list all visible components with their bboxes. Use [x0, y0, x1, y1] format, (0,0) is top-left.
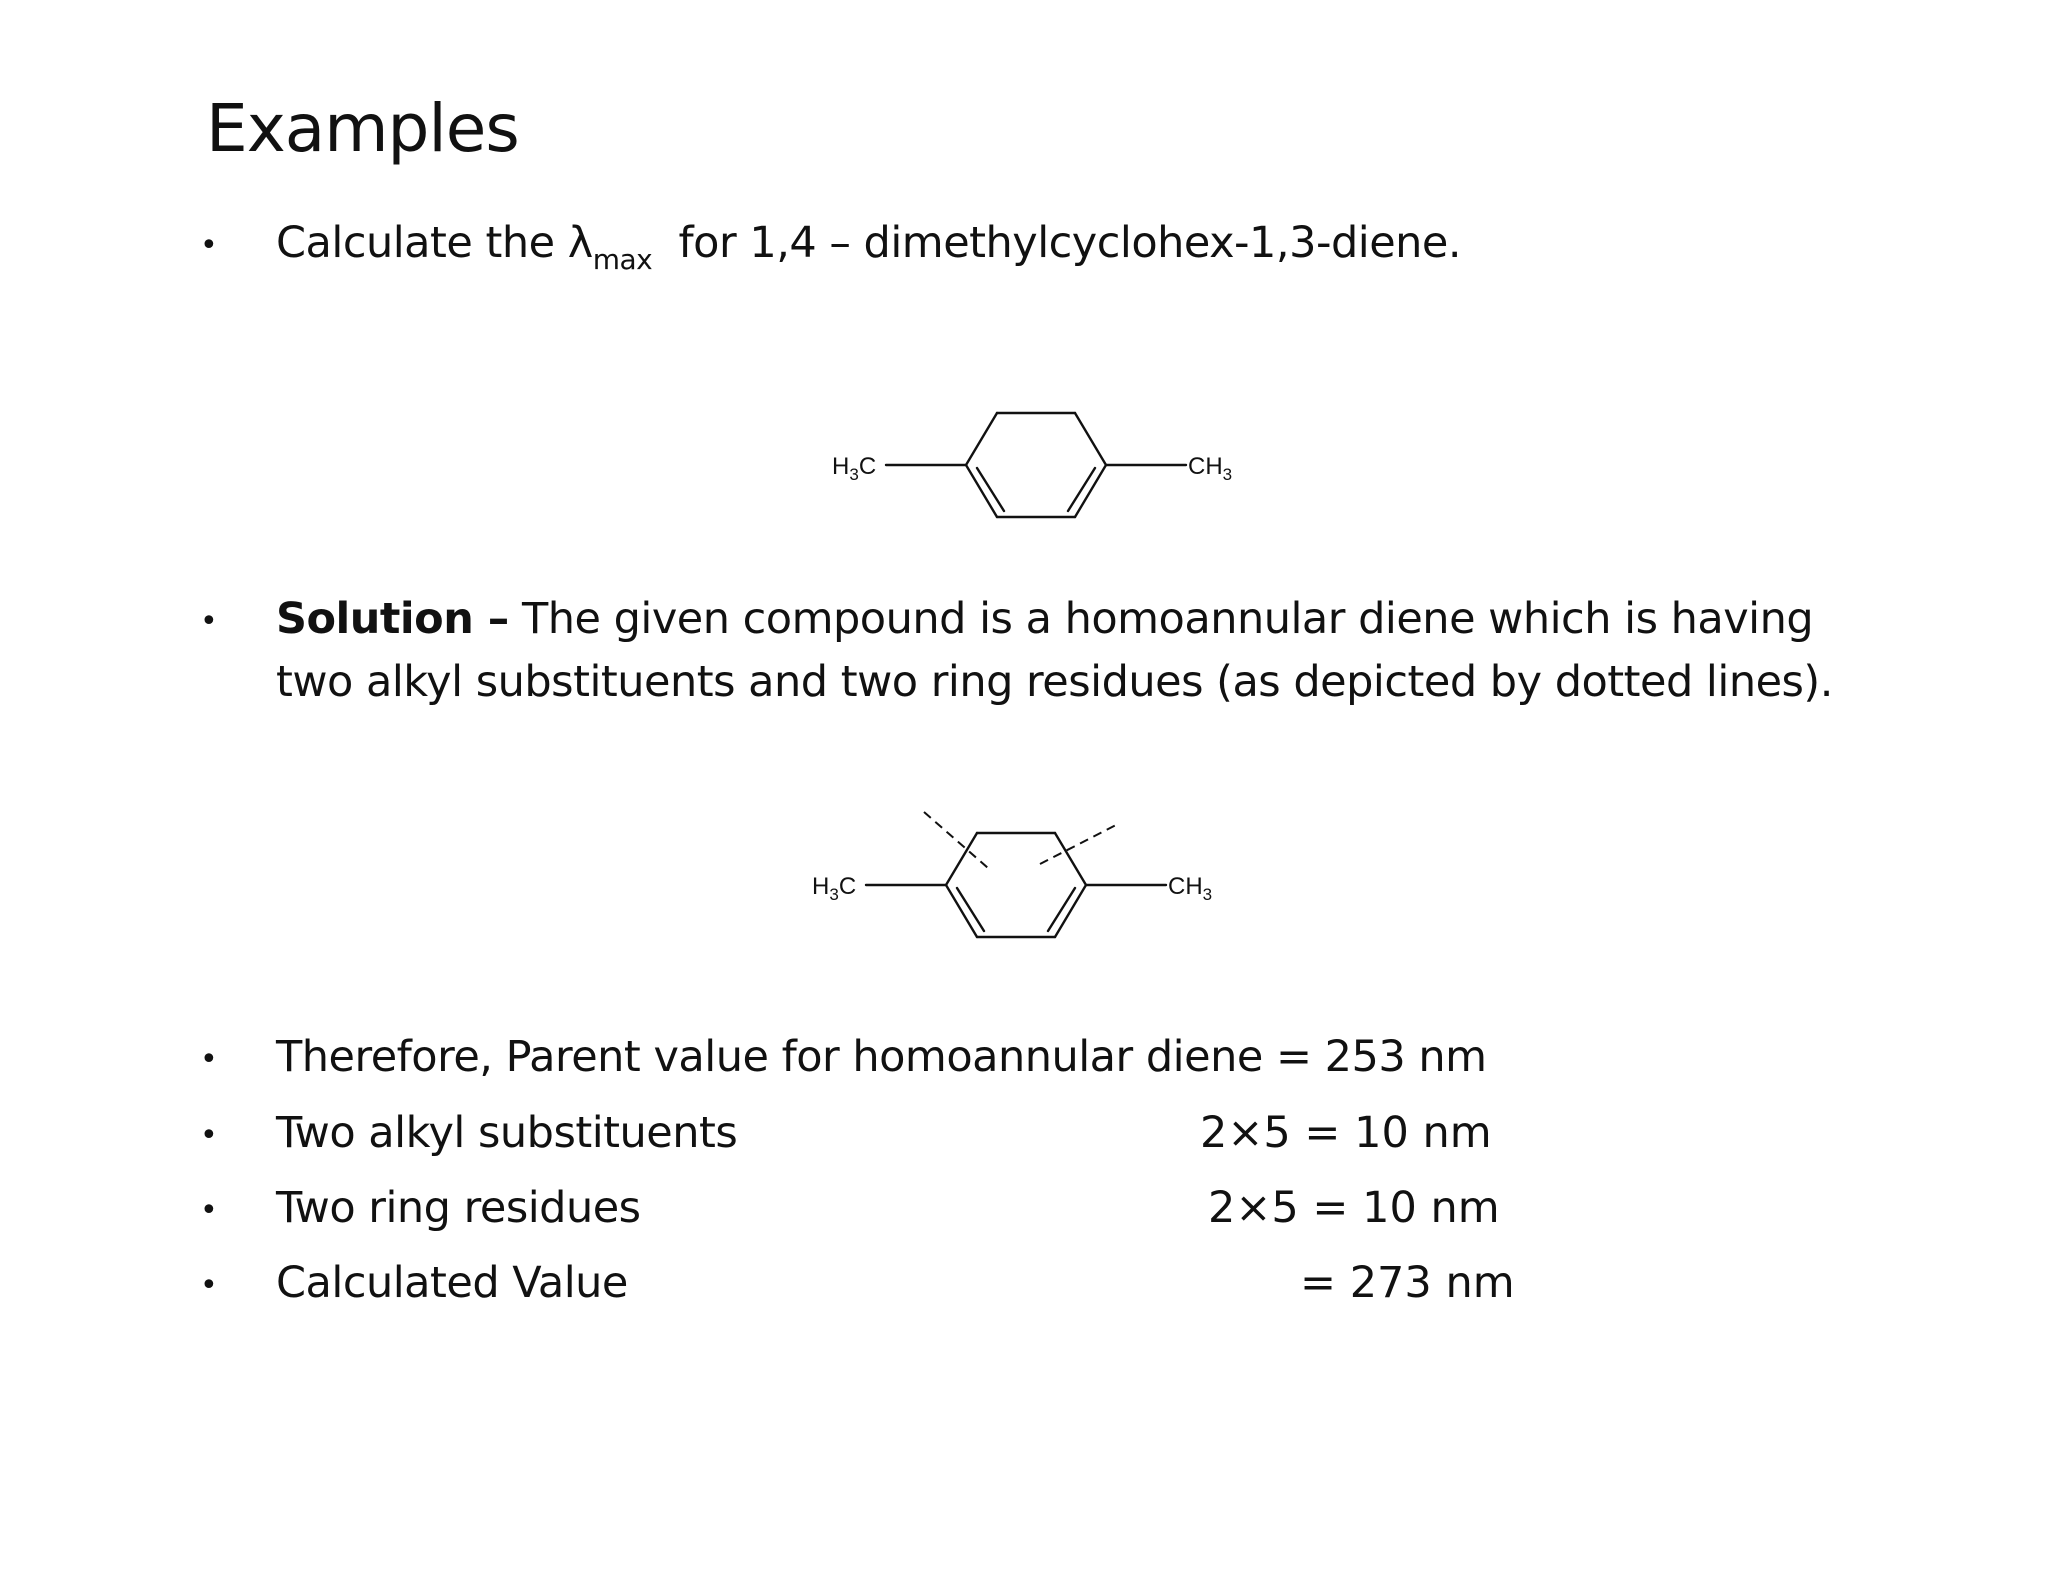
solution-line-2: two alkyl substituents and two ring residues (as depicted by dotted lines).	[276, 657, 1833, 707]
ring-residue-cut-left	[924, 812, 988, 868]
question-suffix: for 1,4 – dimethylcyclohex-1,3-diene.	[678, 218, 1462, 268]
lambda-subscript: max	[592, 243, 653, 276]
bullet-dot: •	[200, 1193, 218, 1228]
solution-text-1: The given compound is a homoannular diene which is having	[508, 594, 1814, 644]
right-methyl-label: $CH_3$	[1168, 873, 1213, 904]
calc-parent-line: Therefore, Parent value for homoannular diene = 253 nm	[276, 1032, 1487, 1082]
molecule-structure-2	[800, 800, 1240, 970]
calc-total-label: Calculated Value	[276, 1258, 628, 1308]
calc-alkyl-label: Two alkyl substituents	[276, 1108, 738, 1158]
calc-ring-label: Two ring residues	[276, 1183, 641, 1233]
question-prefix: Calculate the λ	[276, 218, 593, 268]
left-methyl-label: $H_3C$	[812, 873, 857, 904]
molecule-structure-1	[820, 380, 1260, 550]
question-line	[276, 218, 1462, 276]
solution-label: Solution –	[276, 594, 509, 644]
bullet-dot: •	[200, 604, 218, 639]
right-methyl-label: $CH_3$	[1188, 453, 1233, 484]
solution-line-1	[276, 594, 1814, 644]
bullet-dot: •	[200, 1268, 218, 1303]
left-methyl-label: $H_3C$	[832, 453, 877, 484]
calc-total-value: = 273 nm	[1300, 1258, 1515, 1308]
slide-title: Examples	[206, 90, 519, 167]
calc-ring-value: 2×5 = 10 nm	[1208, 1183, 1500, 1233]
calc-alkyl-value: 2×5 = 10 nm	[1200, 1108, 1492, 1158]
ring-residue-cut-right	[1040, 824, 1118, 864]
bullet-dot: •	[200, 1118, 218, 1153]
bullet-dot: •	[200, 228, 218, 263]
bullet-dot: •	[200, 1042, 218, 1077]
